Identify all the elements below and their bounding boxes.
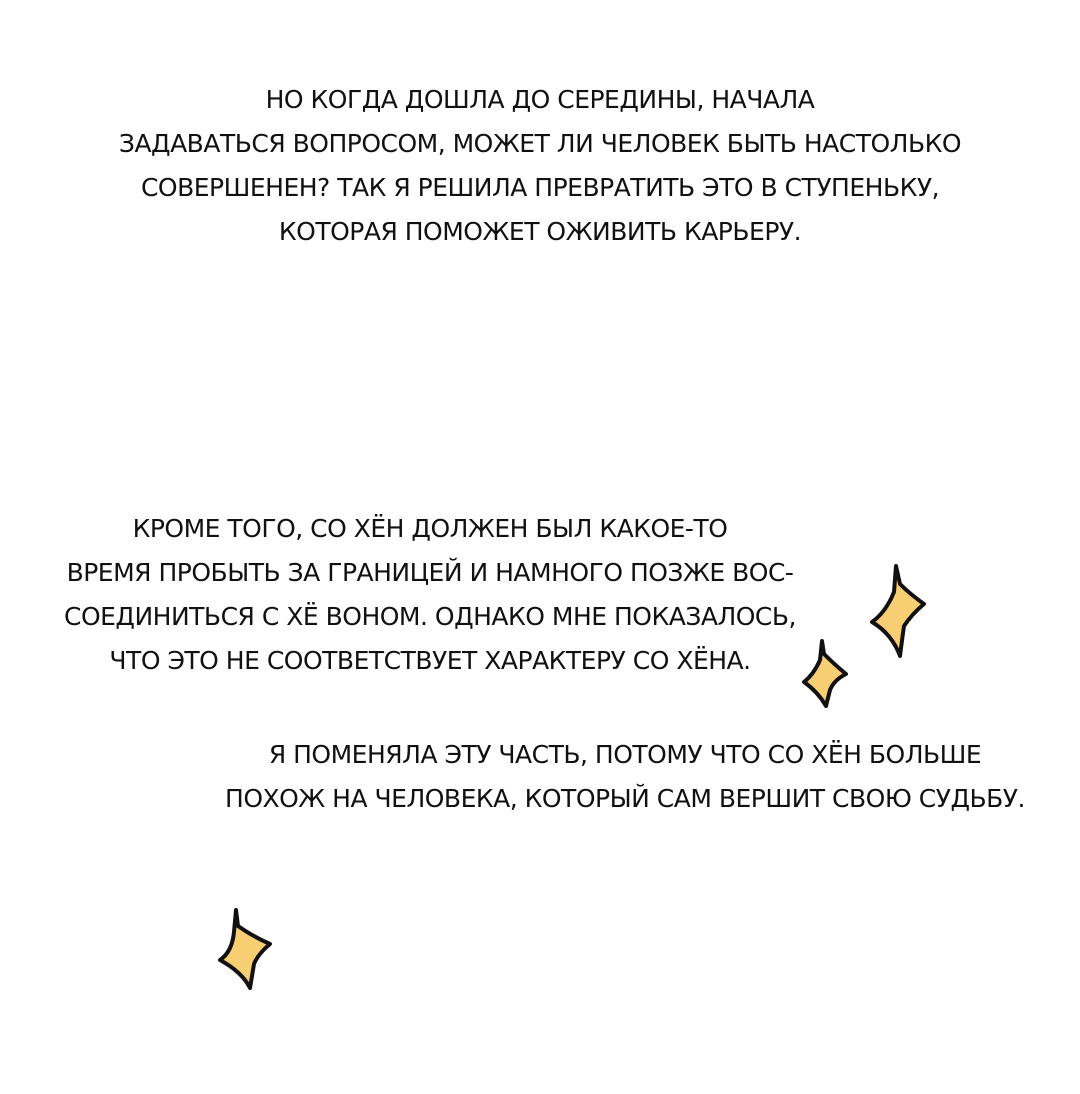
sparkle-icon — [800, 638, 852, 708]
caption-line: СОЕДИНИТЬСЯ С ХЁ ВОНОМ. ОДНАКО МНЕ ПОКАЗАЛОСЬ, — [64, 602, 796, 631]
caption-line: ЗАДАВАТЬСЯ ВОПРОСОМ, МОЖЕТ ЛИ ЧЕЛОВЕК БЫТЬ НАСТОЛЬКО — [118, 129, 962, 158]
caption-line: Я ПОМЕНЯЛА ЭТУ ЧАСТЬ, ПОТОМУ ЧТО СО ХЁН БОЛЬШЕ — [268, 740, 982, 769]
caption-line: КОТОРАЯ ПОМОЖЕТ ОЖИВИТЬ КАРЬЕРУ. — [278, 217, 802, 246]
caption-line: ВРЕМЯ ПРОБЫТЬ ЗА ГРАНИЦЕЙ И НАМНОГО ПОЗЖЕ ВОС- — [66, 558, 794, 587]
caption-line: СОВЕРШЕНЕН? ТАК Я РЕШИЛА ПРЕВРАТИТЬ ЭТО В СТУПЕНЬКУ, — [140, 173, 940, 202]
sparkle-icon — [214, 906, 276, 990]
caption-line: НО КОГДА ДОШЛА ДО СЕРЕДИНЫ, НАЧАЛА — [265, 85, 815, 114]
caption-text-block-1 — [90, 78, 990, 254]
caption-line: ПОХОЖ НА ЧЕЛОВЕКА, КОТОРЫЙ САМ ВЕРШИТ СВОЮ СУДЬБУ. — [225, 784, 1025, 813]
caption-text-block-2 — [30, 507, 830, 683]
caption-text-block-3 — [210, 733, 1040, 821]
caption-line: КРОМЕ ТОГО, СО ХЁН ДОЛЖЕН БЫЛ КАКОЕ-ТО — [132, 514, 728, 543]
caption-line: ЧТО ЭТО НЕ СООТВЕТСТВУЕТ ХАРАКТЕРУ СО ХЁНА. — [109, 646, 751, 675]
sparkle-icon — [866, 562, 930, 658]
